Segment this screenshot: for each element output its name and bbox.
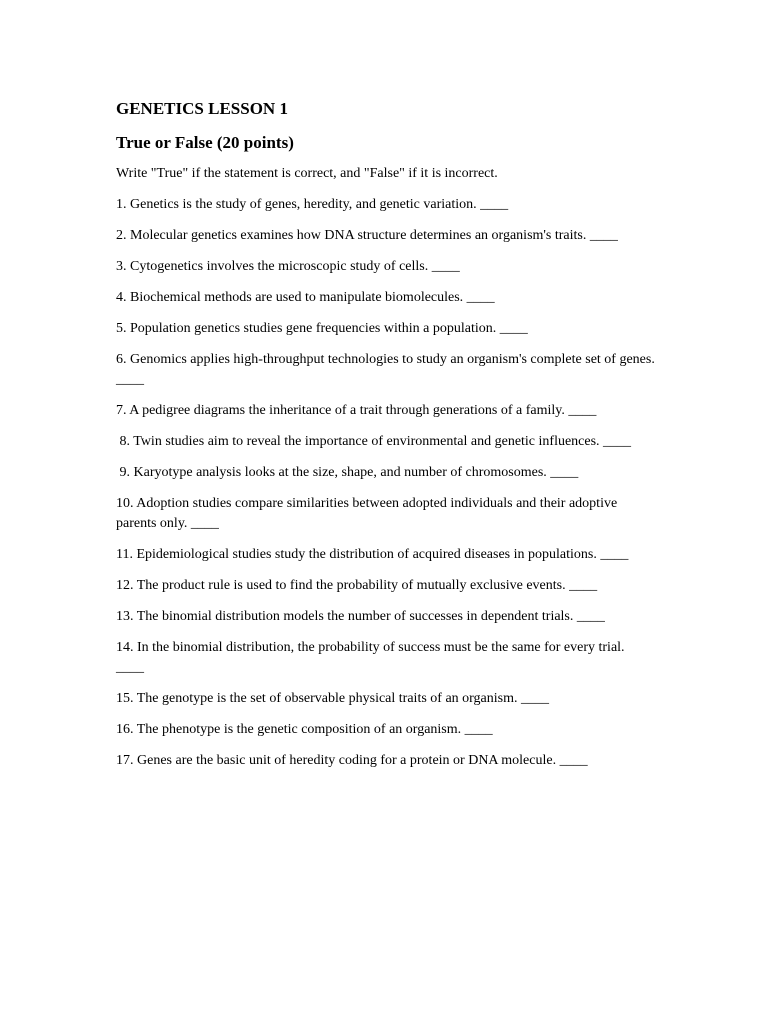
question-item: 8. Twin studies aim to reveal the importance of environmental and genetic influences. ____ (116, 434, 632, 449)
question-item: 12. The product rule is used to find the probability of mutually exclusive events. ____ (116, 578, 598, 593)
question-item: 4. Biochemical methods are used to manipulate biomolecules. ____ (116, 290, 495, 305)
section-heading: True or False (20 points) (116, 133, 294, 152)
question-item: 14. In the binomial distribution, the probability of success must be the same for every trial. ____ (116, 640, 629, 675)
question-item: 7. A pedigree diagrams the inheritance of a trait through generations of a family. ____ (116, 403, 597, 418)
question-list (116, 195, 659, 771)
question-item: 3. Cytogenetics involves the microscopic study of cells. ____ (116, 259, 460, 274)
document-page (116, 98, 659, 782)
question-item: 9. Karyotype analysis looks at the size, shape, and number of chromosomes. ____ (116, 465, 579, 480)
question-item: 16. The phenotype is the genetic composition of an organism. ____ (116, 722, 493, 737)
question-item: 15. The genotype is the set of observable physical traits of an organism. ____ (116, 691, 550, 706)
question-item: 10. Adoption studies compare similarities between adopted individuals and their adoptive parents only. ____ (116, 496, 621, 531)
question-item: 2. Molecular genetics examines how DNA structure determines an organism's traits. ____ (116, 228, 618, 243)
question-item: 5. Population genetics studies gene frequencies within a population. ____ (116, 321, 528, 336)
question-item: 6. Genomics applies high-throughput technologies to study an organism's complete set of genes. ____ (116, 352, 659, 387)
instructions-text: Write "True" if the statement is correct, and "False" if it is incorrect. (116, 166, 498, 181)
document-title: GENETICS LESSON 1 (116, 99, 288, 118)
question-item: 1. Genetics is the study of genes, heredity, and genetic variation. ____ (116, 197, 509, 212)
question-item: 13. The binomial distribution models the number of successes in dependent trials. ____ (116, 609, 605, 624)
question-item: 11. Epidemiological studies study the distribution of acquired diseases in populations. ____ (116, 547, 629, 562)
question-item: 17. Genes are the basic unit of heredity coding for a protein or DNA molecule. ____ (116, 753, 588, 768)
